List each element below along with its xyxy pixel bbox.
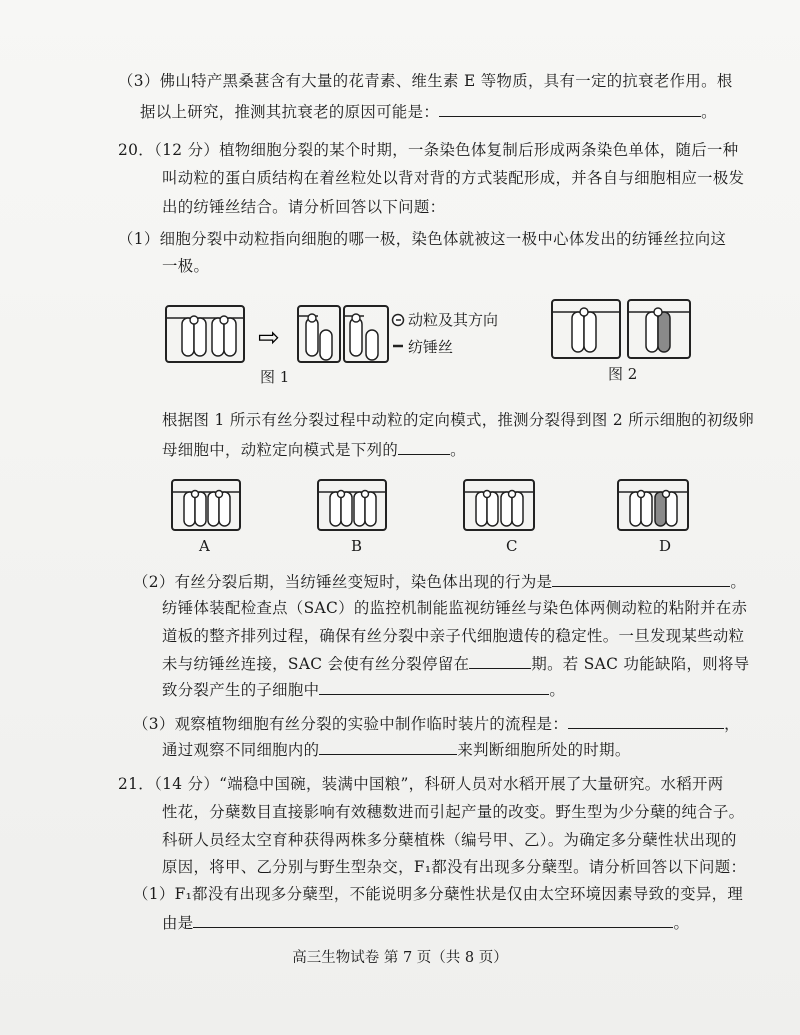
option-a-label[interactable]: A bbox=[199, 537, 210, 555]
option-c-label[interactable]: C bbox=[506, 537, 518, 555]
page-footer: 高三生物试卷 第 7 页（共 8 页） bbox=[292, 950, 508, 966]
answer-blank-q21-1[interactable] bbox=[193, 911, 673, 928]
q20-stem-line3: 出的纺锤丝结合。请分析回答以下问题： bbox=[162, 198, 446, 216]
q21-stem-line1: 21．（14 分）“端稳中国碗，装满中国粮”，科研人员对水稻开展了大量研究。水稻开两 bbox=[118, 775, 724, 793]
legend-spindle-label: 纺锤丝 bbox=[408, 338, 454, 356]
fig2-cell-left bbox=[552, 300, 620, 358]
q20-stem-line2: 叫动粒的蛋白质结构在着丝粒处以背对背的方式装配形成，并各自与细胞相应一极发 bbox=[162, 169, 745, 187]
q20-3-line1: （3）观察植物细胞有丝分裂的实验中制作临时装片的流程是： ， bbox=[133, 712, 740, 734]
q20-1-line1: （1）细胞分裂中动粒指向细胞的哪一极，染色体就被这一极中心体发出的纺锤丝拉向这 bbox=[118, 230, 727, 248]
q19-3-line1: （3）佛山特产黑桑葚含有大量的花青素、维生素 E 等物质，具有一定的抗衰老作用。根 bbox=[118, 72, 733, 90]
q20-2-line5: 致分裂产生的子细胞中 。 bbox=[162, 678, 565, 700]
answer-blank-q20-1[interactable] bbox=[398, 438, 450, 455]
fig1-caption: 图 1 bbox=[260, 368, 290, 386]
option-b-label[interactable]: B bbox=[351, 537, 363, 555]
answer-blank-q20-2b[interactable] bbox=[469, 652, 531, 669]
legend-kinetochore-icon bbox=[393, 315, 404, 326]
option-d-figure bbox=[618, 480, 688, 530]
option-figures bbox=[170, 478, 690, 532]
answer-blank-q20-3a[interactable] bbox=[568, 712, 724, 729]
fig1-cell-after-left bbox=[298, 306, 340, 362]
q20-2-line4: 未与纺锤丝连接，SAC 会使有丝分裂停留在 期。若 SAC 功能缺陷，则将导 bbox=[162, 652, 749, 674]
q20-1-para-line1: 根据图 1 所示有丝分裂过程中动粒的定向模式，推测分裂得到图 2 所示细胞的初级卵 bbox=[162, 411, 755, 429]
option-c-figure bbox=[464, 480, 534, 530]
answer-blank-q20-2c[interactable] bbox=[319, 678, 549, 695]
q21-stem-line3: 科研人员经太空育种获得两株多分蘖植株（编号甲、乙）。为确定多分蘖性状出现的 bbox=[162, 831, 737, 849]
fig2-caption: 图 2 bbox=[608, 365, 638, 383]
fig1-arrow: ⇨ bbox=[258, 323, 280, 353]
option-a-figure bbox=[172, 480, 240, 530]
q20-3-line2: 通过观察不同细胞内的 来判断细胞所处的时期。 bbox=[162, 738, 631, 760]
q21-stem-line2: 性花，分蘖数目直接影响有效穗数进而引起产量的改变。野生型为少分蘖的纯合子。 bbox=[162, 803, 745, 821]
answer-blank-q19-3[interactable] bbox=[439, 100, 701, 117]
q20-2-line3: 道板的整齐排列过程，确保有丝分裂中亲子代细胞遗传的稳定性。一旦发现某些动粒 bbox=[162, 627, 745, 645]
q20-1-line2: 一极。 bbox=[162, 257, 210, 275]
answer-blank-q20-3b[interactable] bbox=[319, 738, 457, 755]
figure-2 bbox=[550, 298, 695, 360]
q20-2-line1: （2）有丝分裂后期，当纺锤丝变短时，染色体出现的行为是 。 bbox=[133, 570, 746, 592]
q20-1-para-line2: 母细胞中，动粒定向模式是下列的 。 bbox=[162, 438, 466, 460]
answer-blank-q20-2a[interactable] bbox=[552, 570, 730, 587]
q21-stem-line4: 原因，将甲、乙分别与野生型杂交，F₁都没有出现多分蘖型。请分析回答以下问题： bbox=[162, 858, 747, 876]
legend-kinetochore-label: 动粒及其方向 bbox=[408, 311, 499, 329]
q20-2-line2: 纺锤体装配检查点（SAC）的监控机制能监视纺锤丝与染色体两侧动粒的粘附并在赤 bbox=[162, 599, 748, 617]
q20-stem-line1: 20．（12 分）植物细胞分裂的某个时期，一条染色体复制后形成两条染色单体，随后一种 bbox=[118, 141, 739, 159]
fig1-cell-after-right bbox=[344, 306, 388, 362]
q19-3-line2: 据以上研究，推测其抗衰老的原因可能是： 。 bbox=[140, 100, 717, 122]
q21-1-line2: 由是 。 bbox=[162, 911, 689, 933]
fig1-cell-before bbox=[166, 306, 244, 362]
q21-1-line1: （1）F₁都没有出现多分蘖型，不能说明多分蘖性状是仅由太空环境因素导致的变异，理 bbox=[133, 885, 744, 903]
option-b-figure bbox=[318, 480, 386, 530]
option-d-label[interactable]: D bbox=[659, 537, 672, 555]
fig2-cell-right bbox=[628, 300, 690, 358]
